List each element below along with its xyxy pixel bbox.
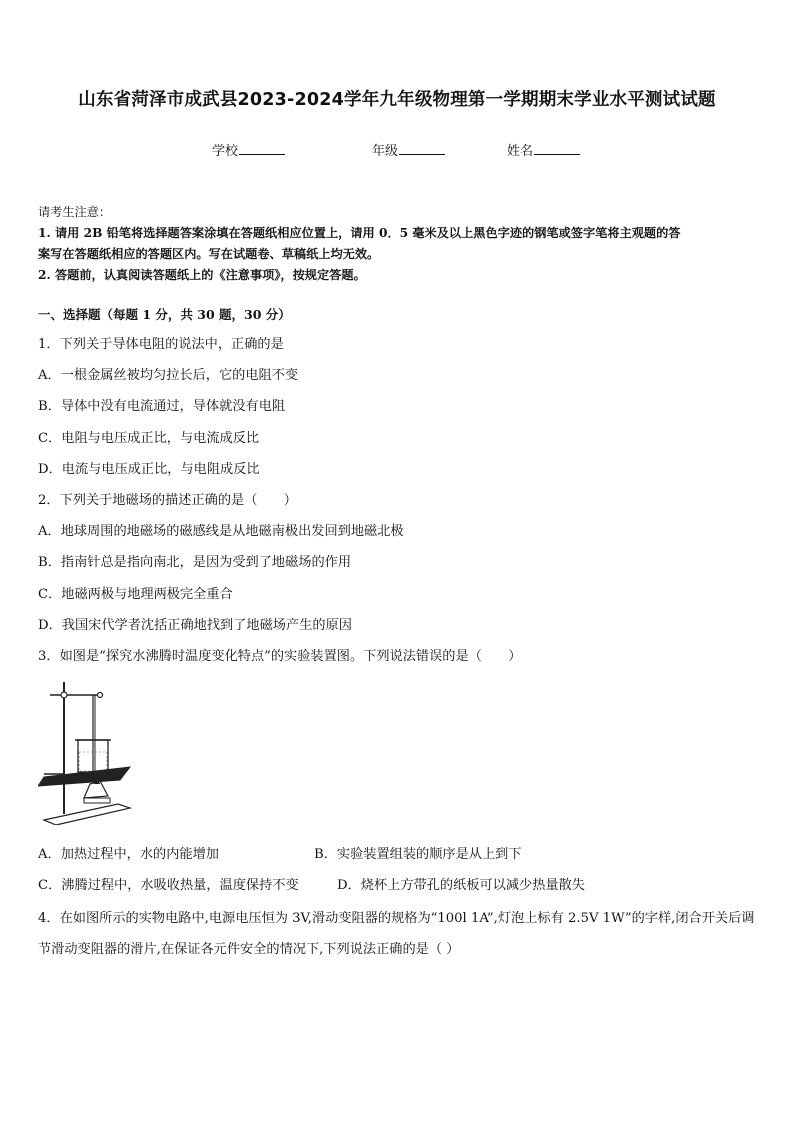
q1-option-b[interactable]: B．导体中没有电流通过，导体就没有电阻 [38,399,286,414]
name-label: 姓名 [507,144,534,159]
name-field[interactable] [507,140,580,159]
q3-option-c[interactable]: C．沸腾过程中，水吸收热量，温度保持不变 [38,878,299,893]
q2-stem: 2．下列关于地磁场的描述正确的是（ ） [38,493,297,508]
stand-base [44,804,130,825]
notice-item-1-line-2: 案写在答题纸相应的答题区内。写在试题卷、草稿纸上均无效。 [38,247,380,261]
exam-title: 山东省菏泽市成武县2023-2024学年九年级物理第一学期期末学业水平测试试题 [78,90,716,110]
q1-option-c[interactable]: C．电阻与电压成正比，与电流成反比 [38,431,260,446]
q2-option-c[interactable]: C．地磁两极与地理两极完全重合 [38,587,233,602]
student-info-row [0,140,794,160]
q3-option-b[interactable]: B．实验装置组装的顺序是从上到下 [314,847,522,862]
notice-heading: 请考生注意： [38,205,112,219]
q2-option-d[interactable]: D．我国宋代学者沈括正确地找到了地磁场产生的原因 [38,618,352,633]
q3-option-d[interactable]: D．烧杯上方带孔的纸板可以减少热量散失 [337,878,585,893]
grade-label: 年级 [372,144,399,159]
q3-stem: 3．如图是“探究水沸腾时温度变化特点”的实验装置图。下列说法错误的是（ ） [38,649,522,664]
section-heading: 一、选择题（每题 1 分，共 30 题，30 分） [38,307,291,322]
school-field[interactable] [212,140,285,159]
q2-option-a[interactable]: A．地球周围的地磁场的磁感线是从地磁南极出发回到地磁北极 [38,524,404,539]
notice-item-1-line-1: 1. 请用 2B 铅笔将选择题答案涂填在答题纸相应位置上，请用 0．5 毫米及以上黑色字迹的钢笔或签字笔将主观题的答 [38,226,681,240]
boiling-water-apparatus-figure [38,680,138,825]
q2-option-b[interactable]: B．指南针总是指向南北，是因为受到了地磁场的作用 [38,555,352,570]
q1-option-a[interactable]: A．一根金属丝被均匀拉长后，它的电阻不变 [38,368,299,383]
candidate-notice [38,202,760,286]
grade-field[interactable] [372,140,445,159]
school-label: 学校 [212,144,239,159]
q1-stem: 1．下列关于导体电阻的说法中，正确的是 [38,337,284,352]
notice-item-2: 2. 答题前，认真阅读答题纸上的《注意事项》，按规定答题。 [38,268,366,282]
grade-blank[interactable] [399,142,445,155]
q4-stem: 4．在如图所示的实物电路中,电源电压恒为 3V,滑动变阻器的规格为“100l 1A”,灯泡上标有 2.5V 1W”的字样,闭合开关后调节滑动变阻器的滑片,在保证各元件安全的情况下,下列说法正确的是（ ） [38,911,755,957]
asbestos-mesh [38,767,130,786]
name-blank[interactable] [534,142,580,155]
q1-option-d[interactable]: D．电流与电压成正比，与电阻成反比 [38,462,260,477]
q3-option-a[interactable]: A．加热过程中，水的内能增加 [38,847,219,862]
school-blank[interactable] [239,142,285,155]
